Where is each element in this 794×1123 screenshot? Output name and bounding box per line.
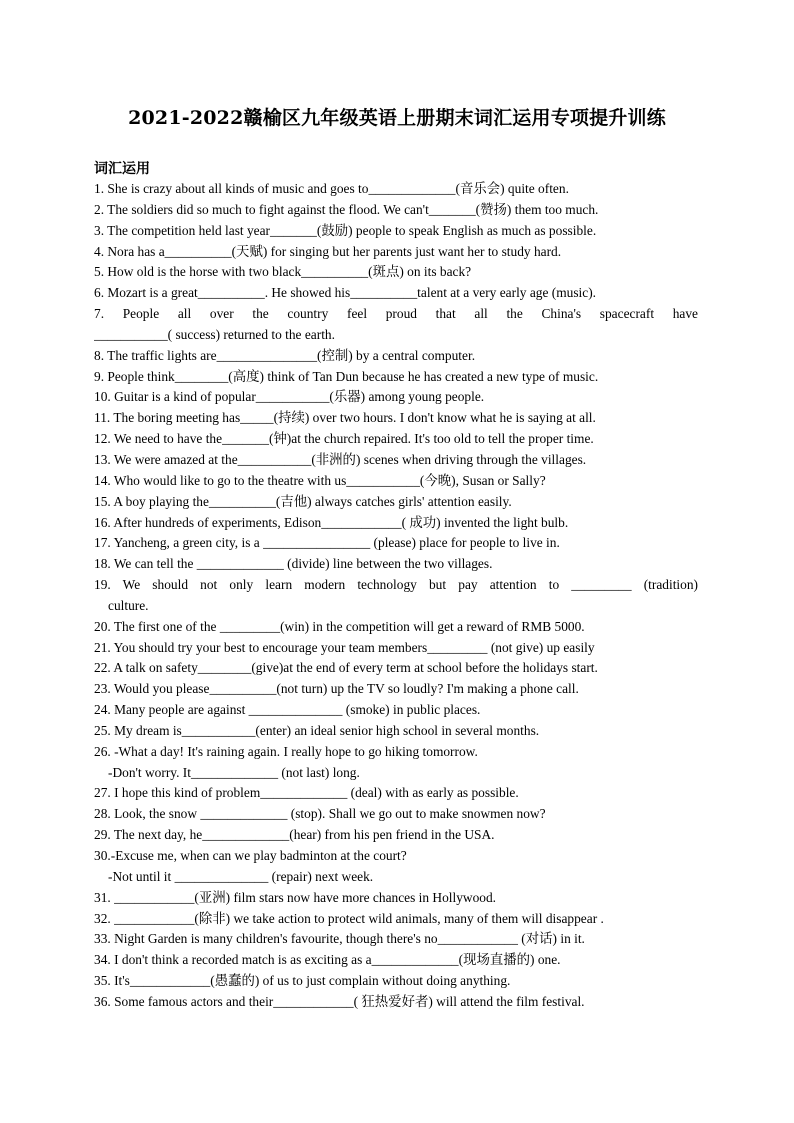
question-19-line-1: 19. We should not only learn modern technology but pay attention to _________ (tradition) <box>94 577 698 593</box>
question-13: 13. We were amazed at the___________(非洲的) scenes when driving through the villages. <box>94 451 587 467</box>
question-26-reply: -Don't worry. It_____________ (not last) long. <box>108 764 360 780</box>
page-title: 2021-2022赣榆区九年级英语上册期末词汇运用专项提升训练 <box>128 107 666 129</box>
question-7-line-1: 7. People all over the country feel proud that all the China's spacecraft have <box>94 306 698 322</box>
question-2: 2. The soldiers did so much to fight against the flood. We can't_______(赞扬) them too much. <box>94 201 599 217</box>
question-34: 34. I don't think a recorded match is as exciting as a_____________(现场直播的) one. <box>94 952 561 968</box>
question-11: 11. The boring meeting has_____(持续) over two hours. I don't know what he is saying at all. <box>94 410 596 426</box>
question-30: 30.-Excuse me, when can we play badminton at the court? <box>94 848 407 863</box>
question-36: 36. Some famous actors and their____________( 狂热爱好者) will attend the film festival. <box>94 993 585 1009</box>
question-list <box>94 179 698 1013</box>
question-5: 5. How old is the horse with two black__________(斑点) on its back? <box>94 264 472 280</box>
question-10: 10. Guitar is a kind of popular___________(乐器) among young people. <box>94 389 485 405</box>
question-32: 32. ____________(除非) we take action to protect wild animals, many of them will disappear . <box>94 910 604 926</box>
question-8: 8. The traffic lights are_______________(控制) by a central computer. <box>94 347 476 363</box>
question-14: 14. Who would like to go to the theatre with us___________(今晚), Susan or Sally? <box>94 472 546 488</box>
question-7-line-2: ___________( success) returned to the earth. <box>94 326 335 342</box>
question-30-reply: -Not until it ______________ (repair) next week. <box>108 868 374 884</box>
question-3: 3. The competition held last year_______(鼓励) people to speak English as much as possible. <box>94 222 597 238</box>
question-25: 25. My dream is___________(enter) an ideal senior high school in several months. <box>94 722 540 738</box>
question-1: 1. She is crazy about all kinds of music and goes to_____________(音乐会) quite often. <box>94 181 569 196</box>
question-27: 27. I hope this kind of problem_____________ (deal) with as early as possible. <box>94 785 519 801</box>
question-7 <box>94 304 698 346</box>
question-35: 35. It's____________(愚蠢的) of us to just complain without doing anything. <box>94 973 511 989</box>
question-4: 4. Nora has a__________(天赋) for singing but her parents just want her to study hard. <box>94 243 562 259</box>
question-29: 29. The next day, he_____________(hear) from his pen friend in the USA. <box>94 827 495 843</box>
question-28: 28. Look, the snow _____________ (stop). Shall we go out to make snowmen now? <box>94 806 546 822</box>
section-heading: 词汇运用 <box>94 161 150 177</box>
question-19 <box>94 575 698 617</box>
question-21: 21. You should try your best to encourage your team members_________ (not give) up easily <box>94 639 595 655</box>
question-12: 12. We need to have the_______(钟)at the church repaired. It's too old to tell the proper time. <box>94 431 594 447</box>
question-16: 16. After hundreds of experiments, Edison____________( 成功) invented the light bulb. <box>94 514 569 530</box>
question-9: 9. People think________(高度) think of Tan Dun because he has created a new type of music. <box>94 368 599 384</box>
question-6: 6. Mozart is a great__________. He showed his__________talent at a very early age (music). <box>94 285 597 301</box>
question-33: 33. Night Garden is many children's favourite, though there's no____________ (对话) in it. <box>94 931 585 947</box>
question-17: 17. Yancheng, a green city, is a ________________ (please) place for people to live in. <box>94 535 560 551</box>
question-24: 24. Many people are against ______________ (smoke) in public places. <box>94 702 481 718</box>
question-31: 31. ____________(亚洲) film stars now have more chances in Hollywood. <box>94 889 497 905</box>
question-15: 15. A boy playing the__________(吉他) always catches girls' attention easily. <box>94 493 512 509</box>
question-19-line-2: culture. <box>108 597 149 613</box>
question-23: 23. Would you please__________(not turn) up the TV so loudly? I'm making a phone call. <box>94 681 579 697</box>
question-26: 26. -What a day! It's raining again. I really hope to go hiking tomorrow. <box>94 743 478 759</box>
question-22: 22. A talk on safety________(give)at the end of every term at school before the holidays start. <box>94 660 598 676</box>
question-18: 18. We can tell the _____________ (divide) line between the two villages. <box>94 556 493 572</box>
question-20: 20. The first one of the _________(win) in the competition will get a reward of RMB 5000. <box>94 618 585 634</box>
